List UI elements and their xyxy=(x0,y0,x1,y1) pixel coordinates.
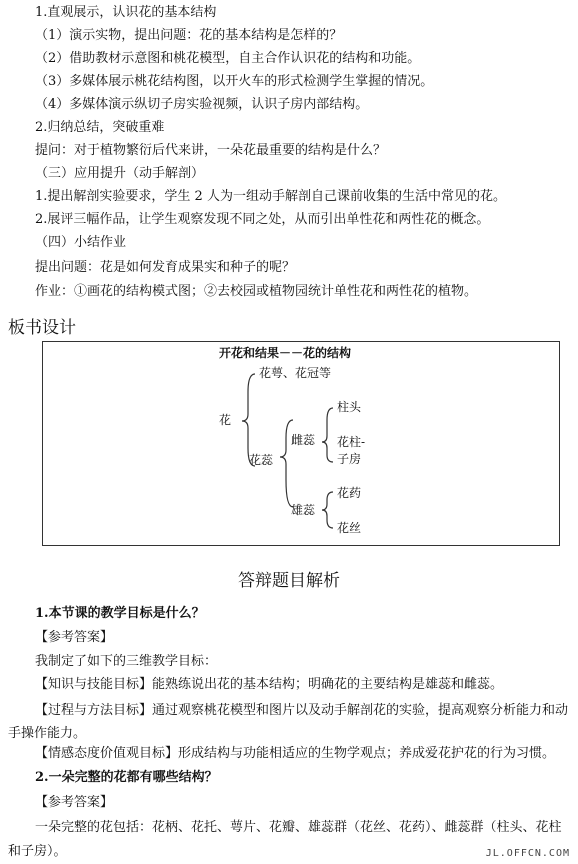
board-node-stamen: 雄蕊 xyxy=(291,503,316,517)
board-node-pistil: 雌蕊 xyxy=(291,433,316,447)
text-line-6: 2.归纳总结，突破重难 xyxy=(35,120,165,135)
board-title: 开花和结果－－花的结构 xyxy=(219,346,352,360)
text-line-12: 提出问题：花是如何发育成果实和种子的呢？ xyxy=(35,260,296,275)
text-line-11: （四）小结作业 xyxy=(35,235,127,250)
board-node-style: 花柱- xyxy=(337,435,366,449)
question-1: 1.本节课的教学目标是什么？ xyxy=(35,606,205,621)
board-node-sepals-petals: 花萼、花冠等 xyxy=(259,366,332,380)
answer-1-intro: 我制定了如下的三维教学目标： xyxy=(35,654,218,669)
board-design-diagram xyxy=(42,341,560,546)
text-line-4: （3）多媒体展示桃花结构图，以开火车的形式检测学生掌握的情况。 xyxy=(35,74,434,89)
text-line-8: （三）应用提升（动手解剖） xyxy=(35,166,205,181)
answer-1-goal-process: 【过程与方法目标】通过观察桃花模型和图片以及动手解剖花的实验，提高观察分析能力和动手操作能力。 xyxy=(8,703,569,741)
answer-label-2: 【参考答案】 xyxy=(35,795,114,810)
board-node-stigma: 柱头 xyxy=(337,400,362,414)
answer-1-goal-knowledge: 【知识与技能目标】能熟练说出花的基本结构；明确花的主要结构是雄蕊和雌蕊。 xyxy=(35,677,504,692)
board-node-ovary: 子房 xyxy=(337,452,362,466)
board-node-flower: 花 xyxy=(219,413,232,427)
board-design-heading: 板书设计 xyxy=(8,318,76,338)
text-line-10: 2.展评三幅作品，让学生观察发现不同之处，从而引出单性花和两性花的概念。 xyxy=(35,212,490,227)
answer-label-1: 【参考答案】 xyxy=(35,630,114,645)
text-line-13: 作业：①画花的结构模式图；②去校园或植物园统计单性花和两性花的植物。 xyxy=(35,284,478,299)
text-line-1: 1.直观展示，认识花的基本结构 xyxy=(35,5,217,20)
text-line-3: （2）借助教材示意图和桃花模型，自主合作认识花的结构和功能。 xyxy=(35,51,421,66)
text-line-5: （4）多媒体演示纵切子房实验视频，认识子房内部结构。 xyxy=(35,97,369,112)
watermark: JL.OFFCN.COM xyxy=(485,848,570,859)
answer-2-text: 一朵完整的花包括：花柄、花托、萼片、花瓣、雄蕊群（花丝、花药）、雌蕊群（柱头、花柱和子房）。 xyxy=(8,820,562,859)
text-line-7: 提问：对于植物繁衍后代来讲，一朵花最重要的结构是什么？ xyxy=(35,143,387,158)
board-node-filament: 花丝 xyxy=(337,521,362,535)
answer-1-goal-attitude: 【情感态度价值观目标】形成结构与功能相适应的生物学观点；养成爱花护花的行为习惯。 xyxy=(35,746,556,761)
question-2: 2.一朵完整的花都有哪些结构？ xyxy=(35,770,218,785)
board-node-anther: 花药 xyxy=(337,486,362,500)
board-node-pistil-stamen: 花蕊 xyxy=(249,453,274,467)
text-line-9: 1.提出解剖实验要求，学生 2 人为一组动手解剖自己课前收集的生活中常见的花。 xyxy=(35,189,506,204)
text-line-2: （1）演示实物，提出问题：花的基本结构是怎样的？ xyxy=(35,28,343,43)
section-title: 答辩题目解析 xyxy=(238,571,340,591)
